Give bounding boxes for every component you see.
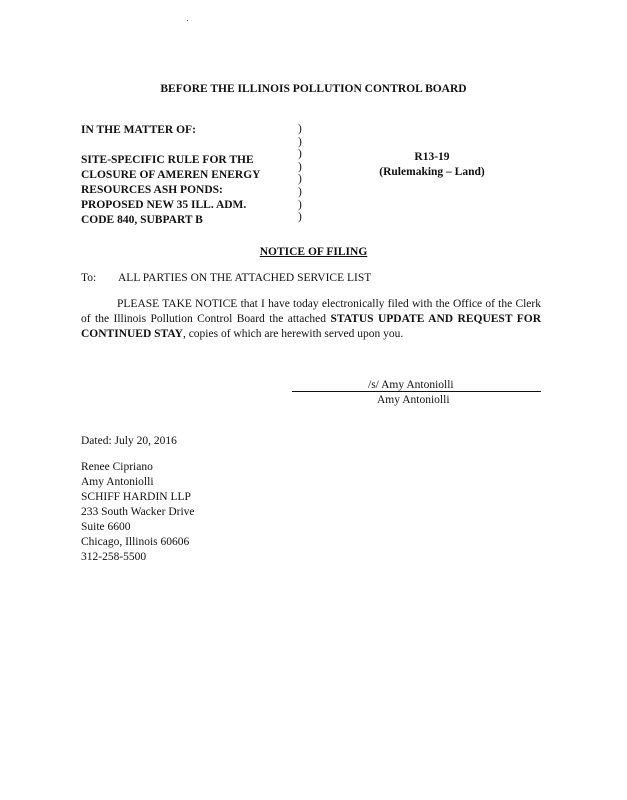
to-label: To:: [81, 272, 97, 284]
paren: ): [298, 185, 302, 198]
case-number: R13-19: [414, 151, 450, 163]
caption-line: CLOSURE OF AMEREN ENERGY: [81, 169, 261, 181]
paren: ): [298, 173, 302, 186]
address-line: 312-258-5500: [81, 551, 147, 563]
caption-block: [81, 123, 260, 228]
paren: ): [298, 160, 302, 173]
address-line: Renee Cipriano: [81, 461, 153, 473]
address-line: Amy Antoniolli: [81, 476, 154, 488]
caption-line: [81, 138, 260, 153]
notice-title: NOTICE OF FILING: [259, 246, 368, 258]
address-line: SCHIFF HARDIN LLP: [81, 491, 191, 503]
electronic-signature: /s/ Amy Antoniolli: [368, 379, 454, 391]
paren: ): [298, 135, 302, 148]
stray-mark: [187, 20, 188, 21]
address-line: 233 South Wacker Drive: [81, 506, 195, 518]
caption-parens: [298, 123, 302, 224]
address-block: [81, 460, 195, 565]
to-recipients: ALL PARTIES ON THE ATTACHED SERVICE LIST: [118, 272, 372, 284]
address-line: Suite 6600: [81, 521, 131, 533]
filed-document-title: STATUS UPDATE AND REQUEST FOR CONTINUED STAY: [81, 313, 541, 340]
case-type: (Rulemaking – Land): [379, 166, 485, 178]
paren: ): [298, 198, 302, 211]
paren: ): [298, 211, 302, 224]
notice-body: [81, 297, 541, 342]
caption-line: RESOURCES ASH PONDS:: [81, 184, 223, 196]
caption-line: PROPOSED NEW 35 ILL. ADM.: [81, 199, 247, 211]
dated-line: Dated: July 20, 2016: [81, 435, 177, 447]
paren: ): [298, 123, 302, 135]
caption-line: CODE 840, SUBPART B: [81, 214, 203, 226]
signature-line: [292, 391, 541, 392]
board-heading: BEFORE THE ILLINOIS POLLUTION CONTROL BOARD: [160, 83, 467, 95]
caption-line: SITE-SPECIFIC RULE FOR THE: [81, 154, 254, 166]
notice-body-text-end: , copies of which are herewith served upon you.: [182, 328, 404, 340]
caption-line: IN THE MATTER OF:: [81, 124, 196, 136]
notice-body-text: PLEASE TAKE NOTICE that I have today electronically filed with the Office of the Clerk of the Illinois Pollution Control Board the attached: [81, 298, 541, 325]
paren: ): [298, 148, 302, 161]
address-line: Chicago, Illinois 60606: [81, 536, 190, 548]
signer-name: Amy Antoniolli: [377, 394, 450, 406]
